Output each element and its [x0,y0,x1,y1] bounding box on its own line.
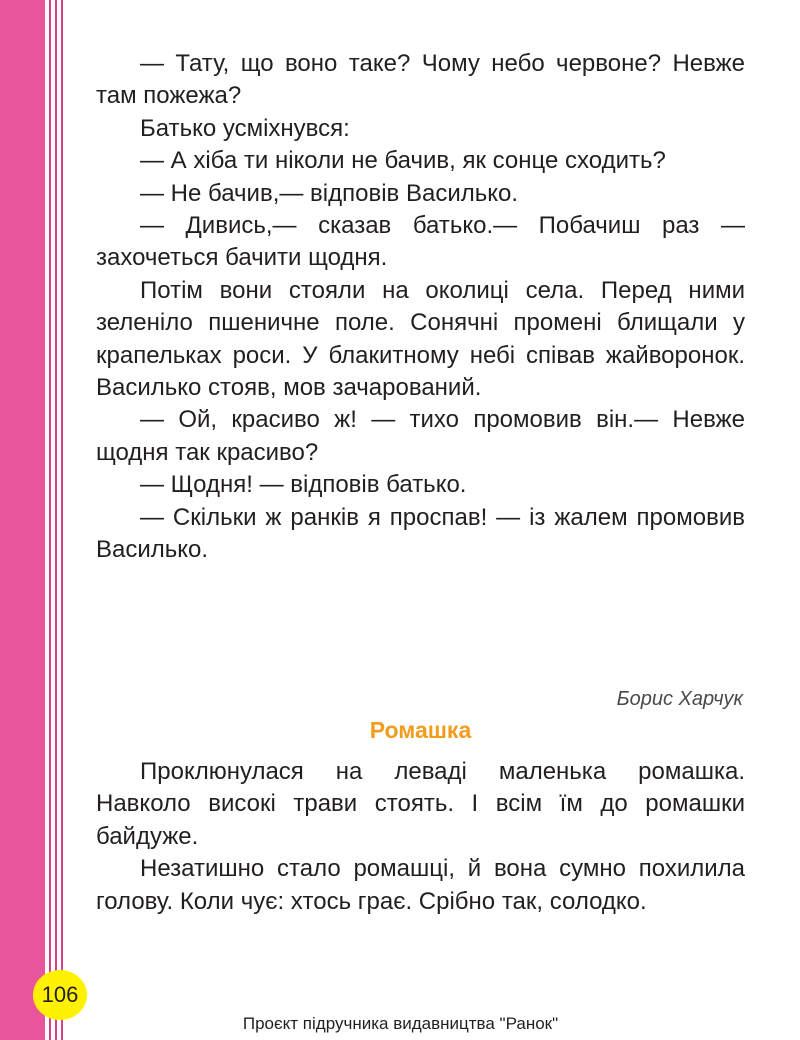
paragraph: Проклюнулася на леваді маленька ромашка. Навколо високі трави стоять. І всім їм до ромашки байдуже. [96,758,745,850]
paragraph: — Не бачив,— відповів Василько. [140,179,519,207]
paragraph: Батько усміхнувся: [140,114,350,142]
page-number: 106 [41,982,79,1007]
paragraph: — Скільки ж ранків я проспав! — із жалем промовив Василько. [96,503,745,564]
story-text-1 [96,48,745,567]
paragraph: — А хіба ти ніколи не бачив, як сонце сходить? [140,147,666,175]
paragraph: — Дивись,— сказав батько.— Побачиш раз — захочеться бачити щодня. [96,212,745,272]
author-name: Борис Харчук [616,688,743,710]
paragraph: Потім вони стояли на околиці села. Перед ними зеленіло пшеничне поле. Сонячні промені блищали у крапельках роси. У блакитному небі співав жайворонок. Василько стояв, мов зачарований. [96,276,745,402]
paragraph: Незатишно стало ромашці, й вона сумно похилила голову. Коли чує: хтось грає. Срібно так, солодко. [96,855,745,915]
story-title: Ромашка [369,717,472,743]
paragraph: — Тату, що воно таке? Чому небо червоне? Невже там пожежа? [96,50,745,110]
paragraph: — Ой, красиво ж! — тихо промовив він.— Невже щодня так красиво? [96,406,745,466]
paragraph: — Щодня! — відповів батько. [140,471,467,499]
page-number-badge [33,970,87,1020]
story-text-2 [96,756,745,918]
page-margin-band [0,0,45,1040]
page-margin-stripes [45,0,65,1040]
publisher-footer: Проєкт підручника видавництва "Ранок" [242,1014,559,1033]
